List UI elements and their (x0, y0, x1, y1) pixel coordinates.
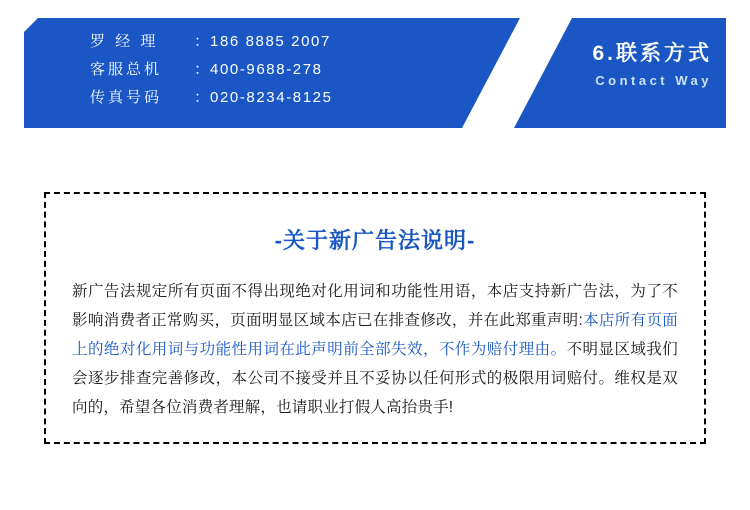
header-banner (0, 0, 750, 140)
contact-label: 罗 经 理 (90, 33, 159, 50)
section-subtitle: Contact Way (595, 73, 712, 88)
contact-value-fax: 020-8234-8125 (210, 89, 333, 106)
notice-title: -关于新广告法说明- (274, 228, 476, 253)
contact-row (90, 30, 470, 58)
contact-colon: ： (194, 89, 211, 106)
contact-row (90, 58, 470, 86)
advertising-law-notice-box (44, 192, 706, 444)
contact-value-phone: 186 8885 2007 (210, 33, 331, 50)
contact-colon: ： (194, 33, 211, 50)
contact-colon: ： (194, 61, 211, 78)
notice-text-part1: 新广告法规定所有页面不得出现绝对化用词和功能性用语，本店支持新广告法，为了不影响消费者正常购买，页面明显区域本店已在排查修改，并在此郑重声明: (72, 283, 678, 329)
contact-label: 客服总机 (90, 61, 163, 78)
section-title: 6.联系方式 (592, 42, 712, 65)
contact-label: 传真号码 (90, 89, 163, 106)
contact-row (90, 86, 470, 114)
notice-text-part2: 不明显区域我们会逐步排查完善修改，本公司不接受并且不妥协以任何形式的极限用词赔付。维权是双向的，希望各位消费者理解，也请职业打假人高抬贵手! (72, 341, 679, 416)
notice-text-highlight: 本店所有页面上的绝对化用词与功能性用词在此声明前全部失效，不作为赔付理由。 (72, 312, 678, 358)
notice-body (72, 277, 678, 422)
contact-list (90, 30, 470, 114)
contact-value-hotline: 400-9688-278 (210, 61, 323, 78)
section-heading (592, 40, 712, 92)
